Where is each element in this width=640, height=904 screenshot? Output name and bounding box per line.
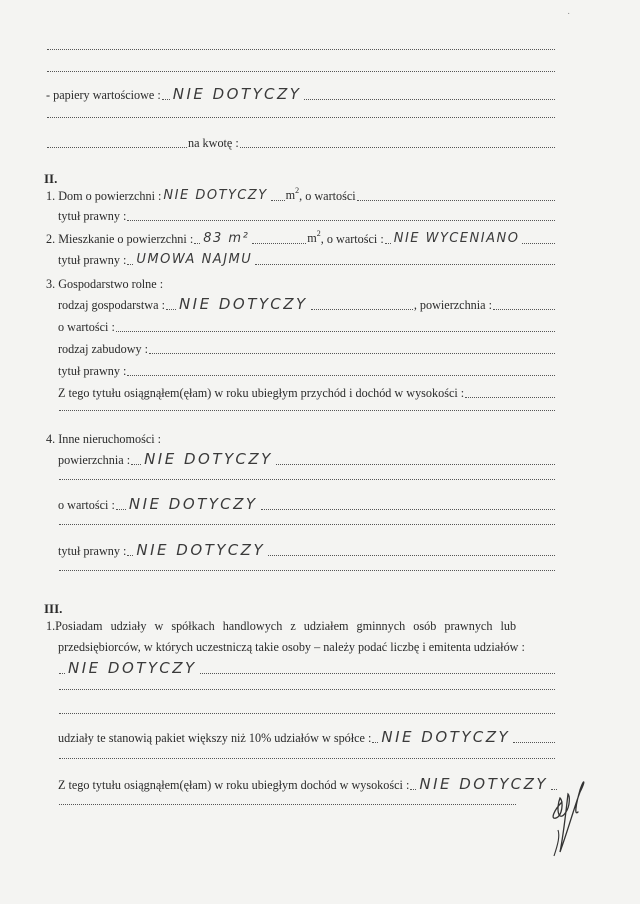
inne-row bbox=[46, 432, 556, 447]
blank-line bbox=[46, 46, 556, 53]
o-wartosci-label: o wartości : bbox=[58, 498, 115, 512]
pakiet-row bbox=[58, 728, 556, 746]
tytul-label: tytuł prawny : bbox=[58, 209, 127, 223]
section-ii-heading: II. bbox=[44, 171, 58, 186]
rodzaj-gosp-label: rodzaj gospodarstwa : bbox=[58, 298, 165, 312]
gosp-dochod-row bbox=[58, 386, 556, 401]
blank-line bbox=[46, 114, 556, 121]
na-kwote-label: na kwotę : bbox=[188, 136, 239, 150]
rodzaj-zabudowy-label: rodzaj zabudowy : bbox=[58, 342, 149, 356]
o-wartosci-label: o wartości : bbox=[58, 320, 115, 334]
pakiet-label: udziały te stanowią pakiet większy niż 10% udziałów w spółce : bbox=[58, 731, 372, 745]
dom-label: 1. Dom o powierzchni : bbox=[46, 189, 162, 203]
dochod-label: Z tego tytułu osiągnąłem(ęłam) w roku ubiegłym dochód w wysokości : bbox=[58, 778, 410, 792]
udzialy-line1 bbox=[46, 619, 556, 634]
signature-icon bbox=[540, 772, 620, 872]
pakiet-value: NIE DOTYCZY bbox=[381, 728, 511, 746]
m2-label: $m^2$ bbox=[285, 186, 300, 202]
tytul-label: tytuł prawny : bbox=[58, 364, 127, 378]
inne-wart-row bbox=[58, 495, 556, 513]
scan-mark: ˙ bbox=[567, 12, 571, 23]
dom-wartosci-label: , o wartości bbox=[299, 189, 356, 203]
blank-line bbox=[58, 407, 556, 414]
mieszkanie-tytul-value: UMOWA NAJMU bbox=[136, 252, 253, 267]
blank-line bbox=[58, 521, 556, 528]
dom-row bbox=[46, 188, 556, 204]
papiery-row bbox=[46, 85, 556, 103]
gospodarstwo-row bbox=[46, 277, 556, 292]
blank-line bbox=[58, 710, 556, 717]
inne-pow-row bbox=[58, 450, 556, 468]
dochod-value: NIE DOTYCZY bbox=[419, 775, 549, 793]
tytul-label: tytuł prawny : bbox=[58, 253, 127, 267]
papiery-label: - papiery wartościowe : bbox=[46, 88, 161, 102]
dochod-row bbox=[58, 775, 556, 793]
blank-line bbox=[58, 686, 556, 693]
inne-wart-value: NIE DOTYCZY bbox=[128, 495, 258, 513]
gosp-tytul-row bbox=[58, 364, 556, 379]
mieszkanie-tytul-row bbox=[58, 253, 556, 268]
inne-label: 4. Inne nieruchomości : bbox=[46, 432, 162, 446]
z-tego-label: Z tego tytułu osiągnąłem(ęłam) w roku ubiegłym przychód i dochód w wysokości : bbox=[58, 386, 465, 400]
udzialy-value: NIE DOTYCZY bbox=[68, 659, 197, 677]
mieszkanie-pow-value: 83 m² bbox=[203, 231, 250, 246]
udzialy-text-1: 1.Posiadam udziały w spółkach handlowych z udziałem gminnych osób prawnych lub bbox=[46, 619, 517, 633]
rodzaj-gosp-row bbox=[58, 295, 556, 313]
mieszkanie-wartosci-label: , o wartości : bbox=[320, 232, 384, 246]
blank-line bbox=[58, 801, 556, 808]
blank-line bbox=[58, 567, 556, 574]
dom-tytul-row bbox=[58, 209, 556, 224]
inne-tytul-row bbox=[58, 541, 556, 559]
na-kwote-row bbox=[46, 136, 556, 151]
udzialy-text-2: przedsiębiorców, w których uczestniczą takie osoby – należy podać liczbę i emitenta udziałów : bbox=[58, 640, 525, 654]
tytul-label: tytuł prawny : bbox=[58, 544, 127, 558]
rodzaj-zabudowy-row bbox=[58, 342, 556, 357]
inne-tytul-value: NIE DOTYCZY bbox=[136, 541, 266, 559]
udzialy-line2 bbox=[58, 640, 556, 655]
gosp-wartosci-row bbox=[58, 320, 556, 335]
inne-pow-value: NIE DOTYCZY bbox=[144, 450, 273, 468]
mieszkanie-wart-value: NIE WYCENIANO bbox=[393, 231, 520, 246]
m2-b-label: $m^2$ bbox=[307, 229, 321, 245]
gospodarstwo-label: 3. Gospodarstwo rolne : bbox=[46, 277, 164, 291]
mieszkanie-row bbox=[46, 231, 556, 247]
section-iii-heading: III. bbox=[44, 601, 63, 616]
udzialy-value-row bbox=[58, 659, 556, 677]
rodzaj-gosp-value: NIE DOTYCZY bbox=[178, 295, 308, 313]
powierzchnia-comma-label: , powierzchnia : bbox=[413, 298, 492, 312]
blank-line bbox=[46, 68, 556, 75]
blank-line bbox=[58, 755, 556, 762]
powierzchnia-label: powierzchnia : bbox=[58, 453, 131, 467]
blank-line bbox=[58, 476, 556, 483]
dom-value: NIE DOTYCZY bbox=[163, 188, 268, 203]
mieszkanie-label: 2. Mieszkanie o powierzchni : bbox=[46, 232, 194, 246]
papiery-value: NIE DOTYCZY bbox=[172, 85, 302, 103]
